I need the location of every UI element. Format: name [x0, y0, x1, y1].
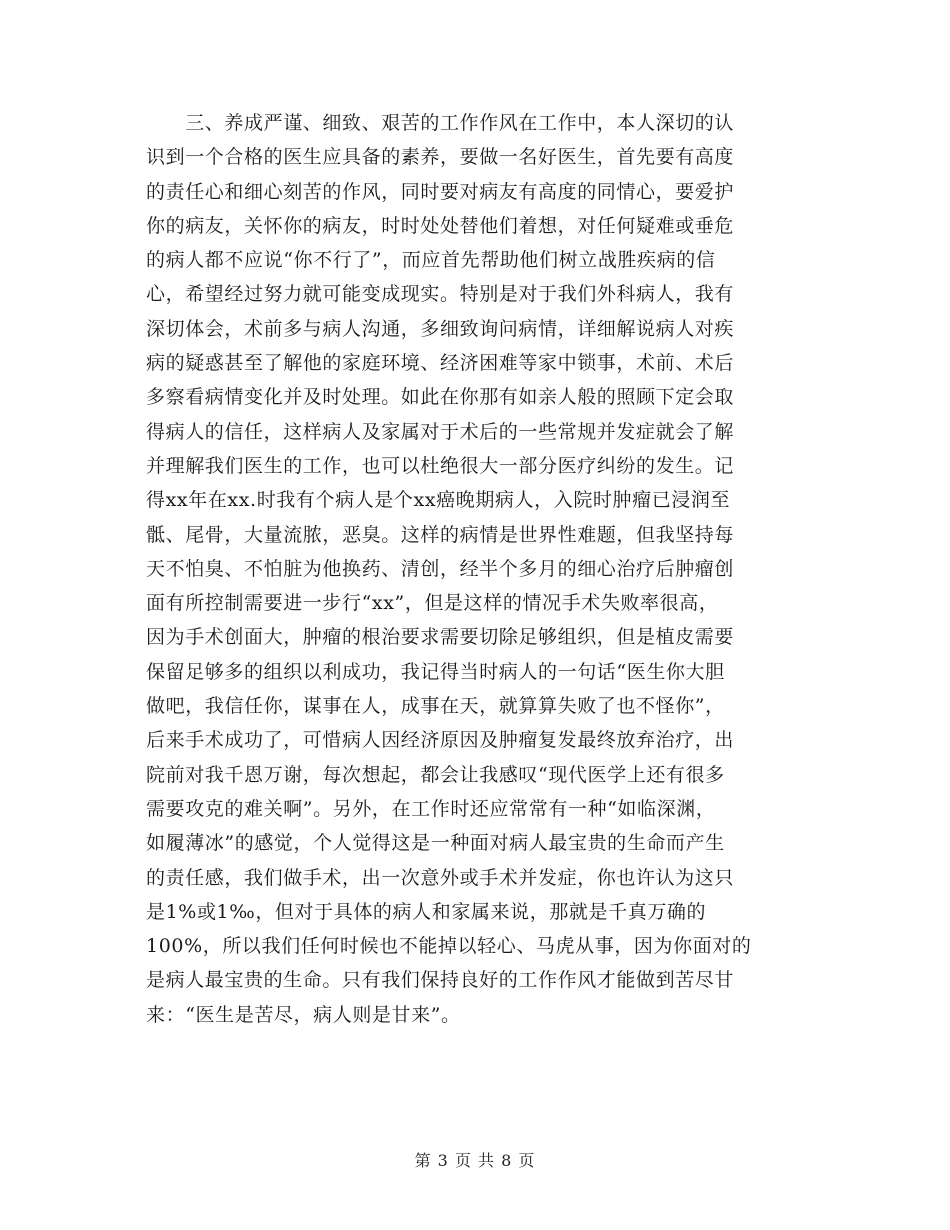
text-line: 保留足够多的组织以利成功，我记得当时病人的一句话“医生你大胆 [146, 660, 725, 683]
text-line: 后来手术成功了，可惜病人因经济原因及肿瘤复发最终放弃治疗，出 [146, 729, 735, 752]
text-line: 因为手术创面大，肿瘤的根治要求需要切除足够组织，但是植皮需要 [146, 626, 735, 649]
text-line: 心，希望经过努力就可能变成现实。特别是对于我们外科病人，我有 [146, 283, 735, 306]
text-line: 是1%或1‰，但对于具体的病人和家属来说，那就是千真万确的 [146, 900, 707, 923]
text-line: 的病人都不应说“你不行了”，而应首先帮助他们树立战胜疾病的信 [146, 249, 716, 272]
body-paragraph [146, 106, 806, 1032]
text-line: 骶、尾骨，大量流脓，恶臭。这样的病情是世界性难题，但我坚持每 [146, 523, 735, 546]
text-line: 是病人最宝贵的生命。只有我们保持良好的工作作风才能做到苦尽甘 [146, 969, 735, 992]
text-line: 的责任心和细心刻苦的作风，同时要对病友有高度的同情心，要爱护 [146, 180, 735, 203]
text-line: 100%，所以我们任何时候也不能掉以轻心、马虎从事，因为你面对的 [146, 935, 752, 958]
text-line: 三、养成严谨、细致、艰苦的工作作风在工作中，本人深切的认 [146, 112, 735, 134]
text-line: 面有所控制需要进一步行“xx”，但是这样的情况手术失败率很高， [146, 592, 719, 615]
text-line: 天不怕臭、不怕脏为他换药、清创，经半个多月的细心治疗后肿瘤创 [146, 557, 735, 580]
text-line: 并理解我们医生的工作，也可以杜绝很大一部分医疗纠纷的发生。记 [146, 454, 735, 477]
text-line: 多察看病情变化并及时处理。如此在你那有如亲人般的照顾下定会取 [146, 386, 735, 409]
text-line: 得病人的信任，这样病人及家属对于术后的一些常规并发症就会了解 [146, 420, 735, 443]
text-line: 做吧，我信任你，谋事在人，成事在天，就算算失败了也不怪你”， [146, 695, 725, 718]
text-line: 的责任感，我们做手术，出一次意外或手术并发症，你也许认为这只 [146, 866, 735, 889]
text-line: 来：“医生是苦尽，病人则是甘来”。 [146, 1003, 461, 1026]
text-line: 你的病友，关怀你的病友，时时处处替他们着想，对任何疑难或垂危 [146, 214, 735, 237]
text-line: 病的疑惑甚至了解他的家庭环境、经济困难等家中锁事，术前、术后 [146, 352, 735, 375]
text-line: 深切体会，术前多与病人沟通，多细致询问病情，详细解说病人对疾 [146, 317, 735, 340]
page-number-footer: 第 3 页 共 8 页 [414, 1151, 536, 1170]
text-line: 院前对我千恩万谢，每次想起，都会让我感叹“现代医学上还有很多 [146, 763, 725, 786]
text-line: 得xx年在xx.时我有个病人是个xx癌晚期病人，入院时肿瘤已浸润至 [146, 489, 731, 512]
text-line: 需要攻克的难关啊”。另外，在工作时还应常常有一种“如临深渊， [146, 797, 716, 820]
text-line: 如履薄冰”的感觉，个人觉得这是一种面对病人最宝贵的生命而产生 [146, 832, 725, 855]
text-line: 识到一个合格的医生应具备的素养，要做一名好医生，首先要有高度 [146, 146, 735, 169]
